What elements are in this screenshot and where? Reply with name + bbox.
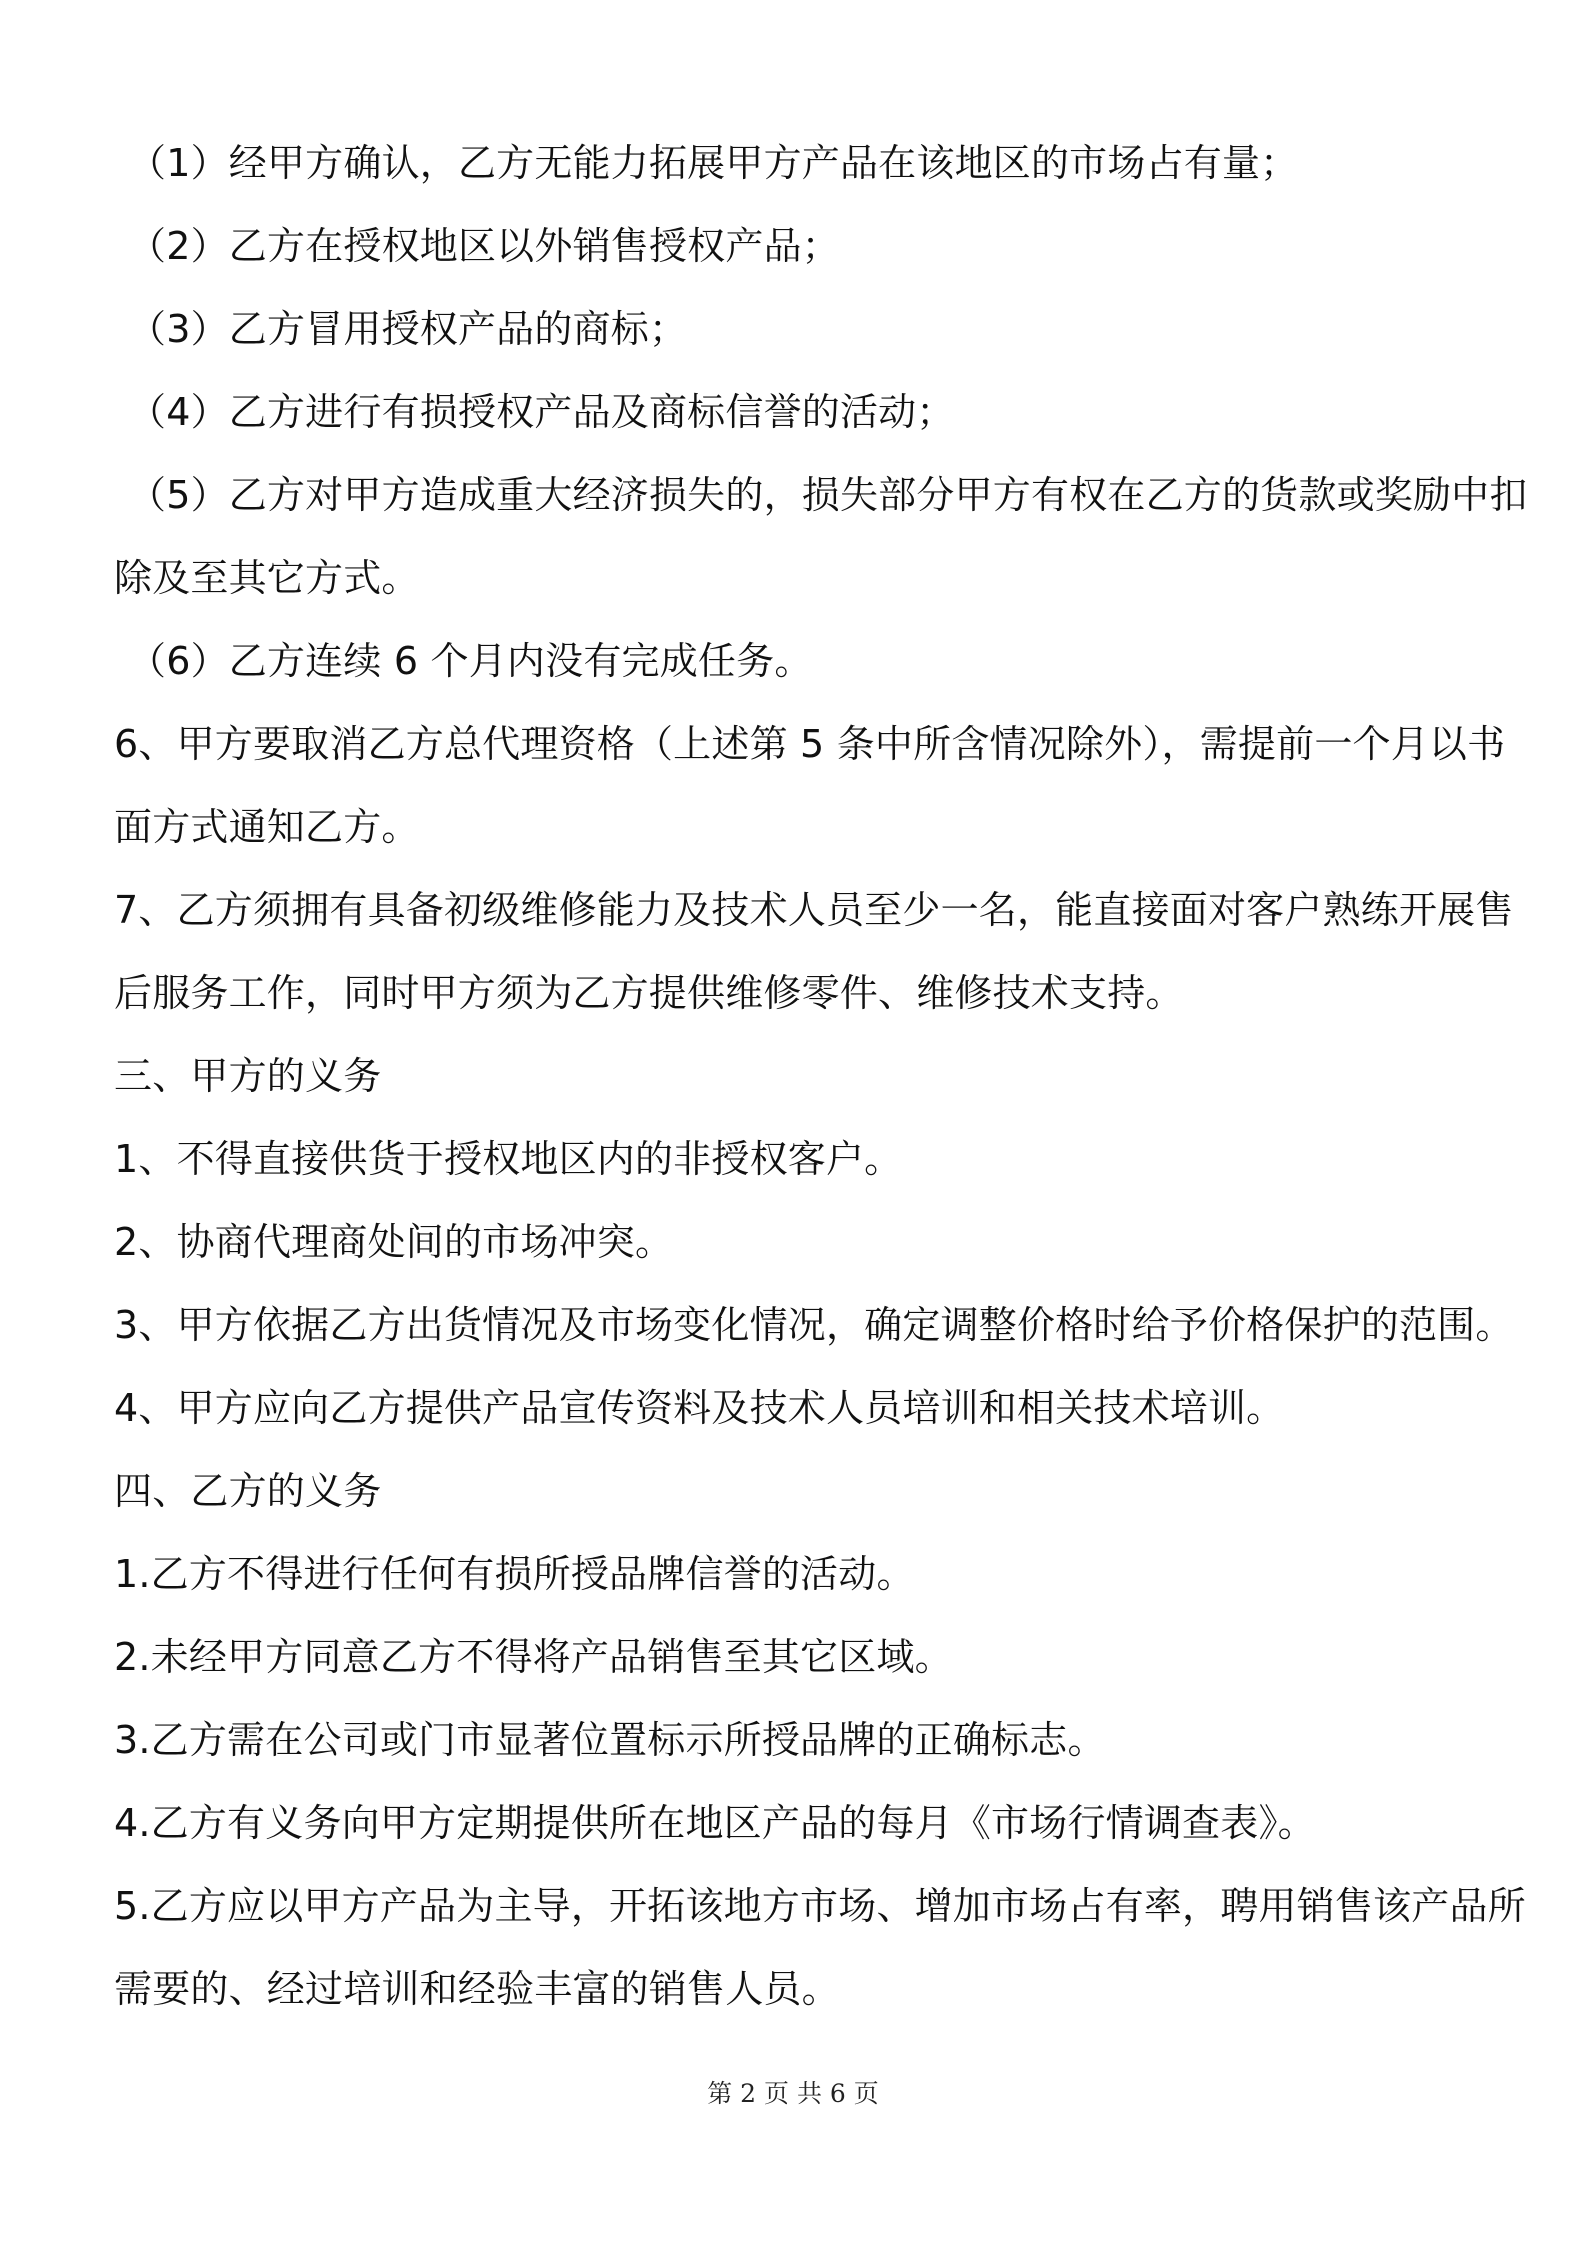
clause-line: 1、不得直接供货于授权地区内的非授权客户。 — [114, 1137, 903, 1181]
clause-line: 2.未经甲方同意乙方不得将产品销售至其它区域。 — [114, 1635, 953, 1679]
clause-line: 7、乙方须拥有具备初级维修能力及技术人员至少一名，能直接面对客户熟练开展售 — [114, 888, 1514, 932]
section-heading: 四、乙方的义务 — [114, 1469, 382, 1513]
clause-line: 2、协商代理商处间的市场冲突。 — [114, 1220, 674, 1264]
clause-line: 后服务工作，同时甲方须为乙方提供维修零件、维修技术支持。 — [114, 971, 1184, 1015]
clause-line: 除及至其它方式。 — [114, 556, 420, 600]
section-heading: 三、甲方的义务 — [114, 1054, 382, 1098]
clause-line: 1.乙方不得进行任何有损所授品牌信誉的活动。 — [114, 1552, 915, 1596]
clause-line: （2）乙方在授权地区以外销售授权产品； — [128, 224, 840, 268]
clause-line: （4）乙方进行有损授权产品及商标信誉的活动； — [128, 390, 955, 434]
clause-line: 3.乙方需在公司或门市显著位置标示所授品牌的正确标志。 — [114, 1718, 1106, 1762]
clause-line: 需要的、经过培训和经验丰富的销售人员。 — [114, 1967, 840, 2011]
clause-line: 6、甲方要取消乙方总代理资格（上述第 5 条中所含情况除外），需提前一个月以书 — [114, 722, 1506, 766]
clause-line: （3）乙方冒用授权产品的商标； — [128, 307, 688, 351]
clause-line: 4.乙方有义务向甲方定期提供所在地区产品的每月《市场行情调查表》。 — [114, 1801, 1316, 1845]
clause-line: 3、甲方依据乙方出货情况及市场变化情况，确定调整价格时给予价格保护的范围。 — [114, 1303, 1514, 1347]
clause-line: （6）乙方连续 6 个月内没有完成任务。 — [128, 639, 813, 683]
page-number: 第 2 页 共 6 页 — [707, 2079, 879, 2108]
document-body — [114, 122, 1528, 2031]
clause-line: 4、甲方应向乙方提供产品宣传资料及技术人员培训和相关技术培训。 — [114, 1386, 1285, 1430]
clause-line: 面方式通知乙方。 — [114, 805, 420, 849]
clause-line: 5.乙方应以甲方产品为主导，开拓该地方市场、增加市场占有率，聘用销售该产品所 — [114, 1884, 1526, 1928]
clause-line: （5）乙方对甲方造成重大经济损失的，损失部分甲方有权在乙方的货款或奖励中扣 — [128, 473, 1528, 517]
clause-line: （1）经甲方确认，乙方无能力拓展甲方产品在该地区的市场占有量； — [128, 141, 1299, 185]
